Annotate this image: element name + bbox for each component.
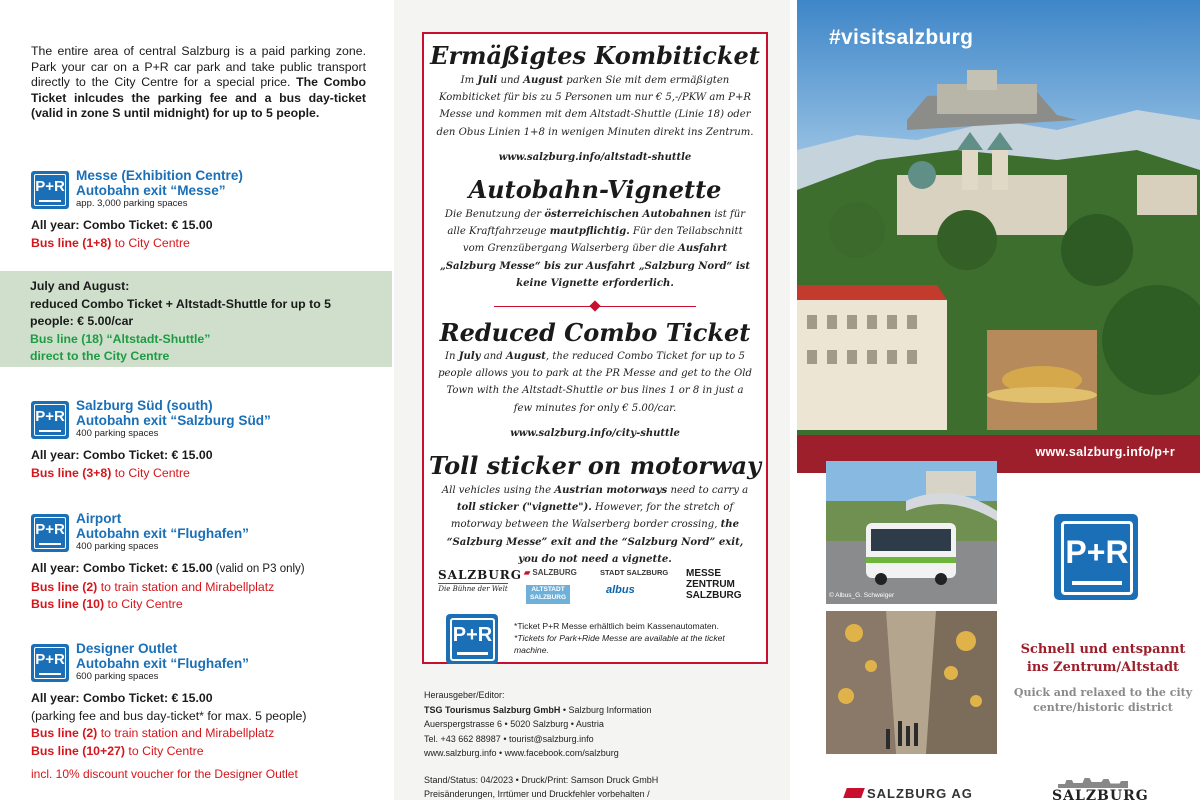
ticket-note: *Ticket P+R Messe erhältlich beim Kassenautomaten. *Tickets for Park+Ride Messe are available at the ticket machine. bbox=[514, 621, 725, 655]
location-spaces: 400 parking spaces bbox=[76, 428, 159, 439]
bus-line: Bus line (10+27) to City Centre bbox=[31, 743, 204, 758]
text-reduced-combo: In July and August, the reduced Combo Ticket for up to 5 people allows you to park at the PR Messe and get to the Old Town with the Altstadt-Shuttle or bus lines 1 or 8 in just a few minutes for only € 5.00/car. bbox=[438, 351, 752, 414]
heading-reduced-combo: Reduced Combo Ticket bbox=[439, 318, 751, 347]
left-panel bbox=[0, 0, 394, 800]
street-illustration bbox=[826, 611, 997, 754]
summer-offer: reduced Combo Ticket + Altstadt-Shuttle for up to 5 people: € 5.00/car bbox=[30, 296, 331, 328]
hashtag: #visitsalzburg bbox=[829, 26, 974, 49]
combo-price: All year: Combo Ticket: € 15.00 bbox=[31, 448, 213, 462]
right-panel bbox=[797, 0, 1200, 804]
salzburg-ag-mark-icon bbox=[843, 788, 865, 798]
url-city-shuttle[interactable]: www.salzburg.info/city-shuttle bbox=[510, 428, 680, 439]
publisher-info: Herausgeber/Editor: TSG Tourismus Salzburg GmbH • Salzburg Information Auerspergstrasse 6 • 5020 Salzburg • Austria Tel. +43 662 88987 • tourist@salzburg.info www.salzburg.info • www.facebook.com/salzburg Stand/Status: 04/2023 • Druck/Print: Samson Druck GmbH Preisänderungen, Irrtümer und Druckfehler vorbehalten / bbox=[424, 690, 659, 799]
bus-illustration bbox=[826, 461, 997, 604]
pr-logo: P+R bbox=[31, 171, 69, 209]
footer-logo-salzburg: SALZBURG bbox=[1052, 778, 1149, 804]
location-spaces: app. 3,000 parking spaces bbox=[76, 198, 188, 209]
pr-logo: P+R bbox=[31, 401, 69, 439]
summer-bus-line: Bus line (18) “Altstadt-Shuttle” bbox=[30, 331, 211, 346]
heading-toll-sticker: Toll sticker on motorway bbox=[428, 451, 762, 480]
getreidegasse-photo bbox=[826, 611, 997, 754]
logo-salzburg: SALZBURG Die Bühne der Welt bbox=[438, 568, 523, 593]
logo-stadt-salzburg: STADT SALZBURG bbox=[600, 568, 669, 577]
location-exit: Autobahn exit “Flughafen” bbox=[76, 526, 249, 541]
location-name: Designer Outlet bbox=[76, 641, 178, 656]
summer-title: July and August: bbox=[30, 279, 130, 293]
text-vignette: Die Benutzung der österreichischen Autobahnen ist für alle Kraftfahrzeuge mautpflichtig. Für den Teilabschnitt vom Grenzübergang Walserberg über die Ausfahrt „Salzburg Messe“ bis zur Ausfahrt „Salzburg Nord“ ist keine Vignette erforderlich. bbox=[439, 209, 751, 289]
salzburg-cityscape-photo bbox=[797, 0, 1200, 435]
bus-line: Bus line (1+8) to City Centre bbox=[31, 235, 190, 250]
location-name: Airport bbox=[76, 511, 122, 526]
discount-note: incl. 10% discount voucher for the Designer Outlet bbox=[31, 767, 298, 781]
combo-sub: (parking fee and bus day-ticket* for max. 5 people) bbox=[31, 708, 307, 723]
logo-albus: albus bbox=[606, 584, 635, 596]
footer-logo-salzburg-ag: SALZBURG AG bbox=[845, 786, 973, 801]
tagline-german: Schnell und entspannt ins Zentrum/Altstadt bbox=[1020, 642, 1186, 675]
photo-credit: © Albus_G. Schweiger bbox=[829, 592, 895, 599]
location-exit: Autobahn exit “Messe” bbox=[76, 183, 226, 198]
location-exit: Autobahn exit “Flughafen” bbox=[76, 656, 249, 671]
bus-line: Bus line (10) to City Centre bbox=[31, 597, 183, 611]
bus-line: Bus line (2) to train station and Mirabellplatz bbox=[31, 579, 275, 594]
location-spaces: 400 parking spaces bbox=[76, 541, 159, 552]
text-toll-sticker: All vehicles using the Austrian motorways need to carry a toll sticker ("vignette"). However, for the stretch of motorway between the Walserberg border crossing, the “Salzburg Messe” exit and the “Salzburg Nord” exit, you do not need a vignette. bbox=[441, 485, 749, 565]
divider-diamond-icon bbox=[589, 300, 600, 311]
url-altstadt-shuttle[interactable]: www.salzburg.info/altstadt-shuttle bbox=[498, 152, 692, 163]
summer-offer-box bbox=[0, 271, 392, 367]
bus-line: Bus line (2) to train station and Mirabellplatz bbox=[31, 726, 275, 740]
intro-text bbox=[31, 44, 366, 122]
text-kombiticket: Im Juli und August parken Sie mit dem ermäßigten Kombiticket für bis zu 5 Personen um nur € 5,-/PKW am P+R Messe und kommen mit dem Altstadt-Shuttle (Linie 18) oder den Obus Linien 1+8 in wenigen Minuten direkt ins Zentrum. bbox=[436, 75, 754, 138]
location-exit: Autobahn exit “Salzburg Süd” bbox=[76, 413, 271, 428]
intro-plain: The entire area of central Salzburg is a paid parking zone. Park your car on a P+R car park and take public transport directly to the City Centre for a special price. bbox=[31, 44, 366, 90]
pr-url-link[interactable]: www.salzburg.info/p+r bbox=[1035, 445, 1175, 459]
bus-line: Bus line (3+8) to City Centre bbox=[31, 465, 190, 480]
tagline-english: Quick and relaxed to the city centre/historic district bbox=[1013, 686, 1193, 714]
logo-altstadt: ALTSTADT SALZBURG bbox=[526, 585, 570, 604]
pr-logo-icon: P+R bbox=[446, 614, 498, 664]
heading-kombiticket: Ermäßigtes Kombiticket bbox=[430, 41, 760, 70]
location-name: Salzburg Süd (south) bbox=[76, 398, 213, 413]
logo-messe-zentrum: MESSE ZENTRUM SALZBURG bbox=[686, 568, 742, 601]
combo-price: All year: Combo Ticket: € 15.00 bbox=[31, 218, 213, 232]
skyline-icon bbox=[1058, 778, 1128, 788]
location-name: Messe (Exhibition Centre) bbox=[76, 168, 243, 183]
bus-photo bbox=[826, 461, 997, 604]
logo-salzburg-ag: ▰ SALZBURG bbox=[524, 568, 577, 577]
cityscape-illustration bbox=[797, 0, 1200, 435]
middle-panel bbox=[394, 0, 790, 800]
heading-vignette: Autobahn-Vignette bbox=[468, 175, 722, 204]
pr-logo: P+R bbox=[31, 514, 69, 552]
intro-bold: The Combo Ticket inlcudes the parking fee and a bus day-ticket (valid in zone S until midnight) for up to 5 people. bbox=[31, 75, 366, 121]
combo-price: All year: Combo Ticket: € 15.00 bbox=[31, 691, 213, 705]
pr-logo-large: P+R bbox=[1054, 514, 1138, 600]
location-spaces: 600 parking spaces bbox=[76, 671, 159, 682]
summer-destination: direct to the City Centre bbox=[30, 349, 170, 363]
info-box bbox=[422, 32, 768, 664]
pr-logo: P+R bbox=[31, 644, 69, 682]
combo-price: All year: Combo Ticket: € 15.00 (valid on P3 only) bbox=[31, 561, 305, 575]
